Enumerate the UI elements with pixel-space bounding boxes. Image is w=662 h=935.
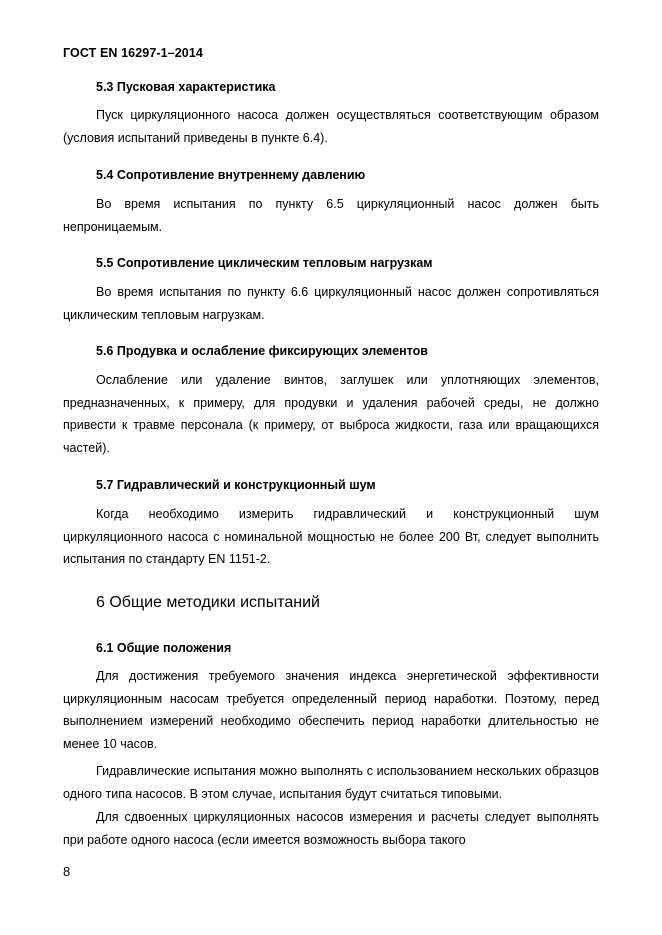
- chapter-title-6: 6 Общие методики испытаний: [96, 594, 320, 611]
- section-paragraph-6-1-b: Гидравлические испытания можно выполнять с использованием нескольких образцов одного типа насосов. В этом случае, испытания будут считаться типовыми.: [63, 764, 599, 801]
- section-paragraph-5-5: Во время испытания по пункту 6.6 циркуляционный насос должен сопротивляться циклическим тепловым нагрузкам.: [63, 285, 599, 322]
- section-heading-5-4: 5.4 Сопротивление внутреннему давлению: [96, 168, 366, 182]
- section-heading-5-6: 5.6 Продувка и ослабление фиксирующих элементов: [96, 344, 428, 358]
- section-paragraph-5-3: Пуск циркуляционного насоса должен осуществляться соответствующим образом (условия испытаний приведены в пункте 6.4).: [63, 108, 599, 145]
- section-heading-5-5: 5.5 Сопротивление циклическим тепловым нагрузкам: [96, 256, 433, 270]
- page-number: 8: [63, 864, 71, 879]
- section-paragraph-5-6: Ослабление или удаление винтов, заглушек или уплотняющих элементов, предназначенных, к примеру, для продувки и удаления рабочей среды, не должно привести к травме персонала (к примеру, от выброса жидкости, газа или вращающихся частей).: [63, 373, 599, 455]
- section-heading-6-1: 6.1 Общие положения: [96, 641, 232, 655]
- section-paragraph-6-1-a: Для достижения требуемого значения индекса энергетической эффективности циркуляционным насосам требуется определенный период наработки. Поэтому, перед выполнением измерений необходимо обеспечить период наработки длительностью не менее 10 часов.: [63, 669, 599, 751]
- section-paragraph-6-1-c: Для сдвоенных циркуляционных насосов измерения и расчеты следует выполнять при работе одного насоса (если имеется возможность выбора такого: [63, 810, 599, 847]
- section-paragraph-5-7: Когда необходимо измерить гидравлический и конструкционный шум циркуляционного насоса с номинальной мощностью не более 200 Вт, следует выполнить испытания по стандарту EN 1151-2.: [63, 507, 599, 566]
- section-heading-5-3: 5.3 Пусковая характеристика: [96, 80, 276, 94]
- document-code-header: ГОСТ EN 16297-1–2014: [63, 46, 203, 60]
- section-heading-5-7: 5.7 Гидравлический и конструкционный шум: [96, 478, 376, 492]
- section-paragraph-5-4: Во время испытания по пункту 6.5 циркуляционный насос должен быть непроницаемым.: [63, 197, 599, 234]
